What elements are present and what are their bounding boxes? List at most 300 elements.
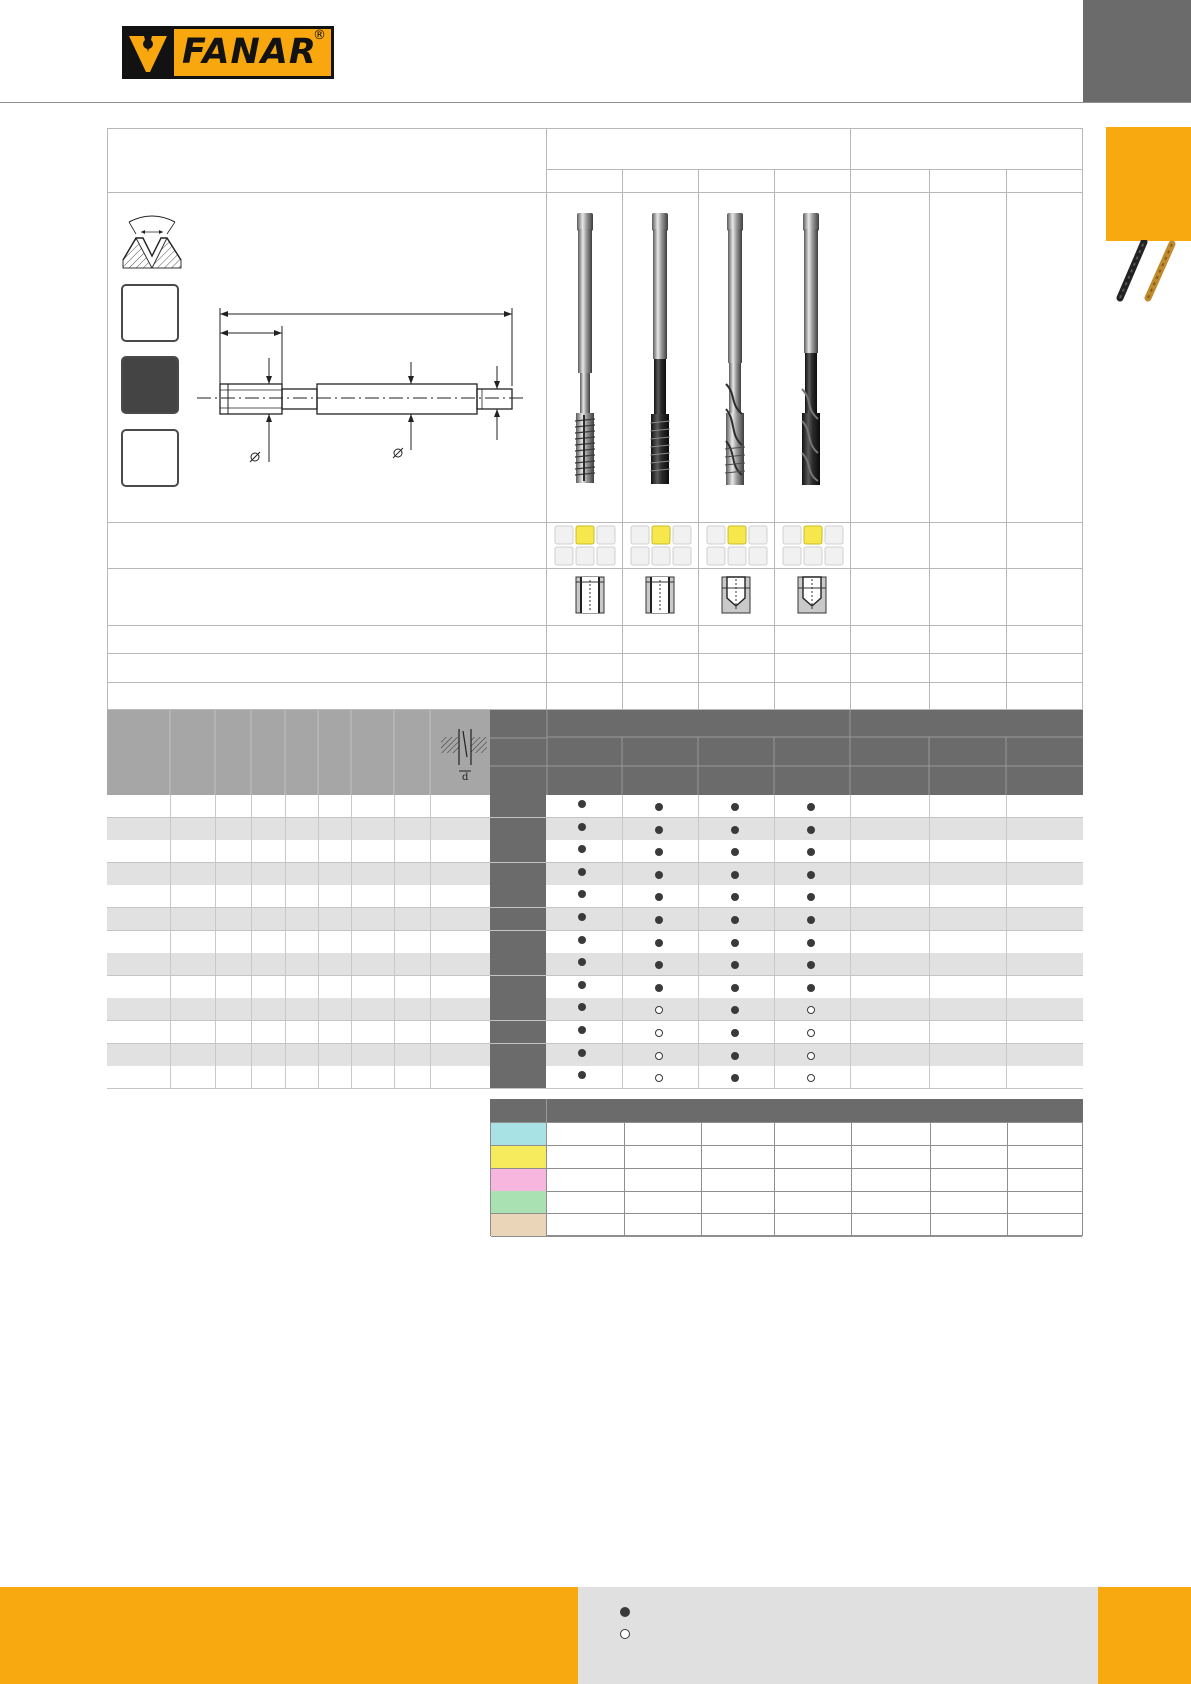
availability-full-dot-icon — [578, 1049, 586, 1057]
row-marker-cell — [490, 818, 546, 840]
spec-box-empty-1 — [121, 284, 179, 342]
cell-divider — [929, 953, 930, 975]
cell-divider — [1006, 1044, 1007, 1066]
row-marker-cell — [490, 840, 546, 862]
cell-divider — [774, 998, 775, 1020]
cell-divider — [698, 908, 699, 930]
cell-divider — [318, 908, 319, 930]
cell-divider — [698, 1021, 699, 1043]
cell-divider — [170, 818, 171, 840]
row-marker-cell — [490, 931, 546, 953]
cell-divider — [394, 998, 395, 1020]
cell-divider — [698, 795, 699, 817]
table-row — [107, 1021, 1083, 1044]
cell-divider — [929, 1066, 930, 1088]
cell-divider — [251, 885, 252, 907]
availability-full-dot-icon — [655, 939, 663, 947]
table-row — [107, 1044, 1083, 1067]
cell-divider — [394, 1044, 395, 1066]
cell-divider — [394, 931, 395, 953]
cell-divider — [622, 1021, 623, 1043]
availability-full-dot-icon — [807, 893, 815, 901]
cell-divider — [1006, 795, 1007, 817]
row-marker-cell — [490, 863, 546, 885]
cell-divider — [774, 1191, 775, 1213]
cell-divider — [394, 1021, 395, 1043]
material-row — [491, 1191, 1082, 1214]
table-row — [107, 953, 1083, 976]
cell-divider — [1007, 1191, 1008, 1213]
cell-divider — [1006, 931, 1007, 953]
cell-divider — [430, 840, 431, 862]
availability-full-dot-icon — [578, 823, 586, 831]
table-row — [107, 818, 1083, 841]
cell-divider — [351, 908, 352, 930]
cell-divider — [774, 1214, 775, 1236]
cell-divider — [930, 1191, 931, 1213]
header-divider — [0, 102, 1191, 103]
table-row — [107, 795, 1083, 818]
cell-divider — [251, 953, 252, 975]
cell-divider — [1006, 885, 1007, 907]
cell-divider — [351, 1066, 352, 1088]
cell-divider — [318, 1044, 319, 1066]
cell-divider — [170, 1066, 171, 1088]
tolerance-grid-1 — [554, 525, 618, 572]
table-row — [107, 908, 1083, 931]
cell-divider — [624, 1146, 625, 1168]
cell-divider — [285, 976, 286, 998]
availability-full-dot-icon — [807, 848, 815, 856]
header-corner-block — [1083, 0, 1191, 102]
tap-photo-straight-flute-black — [647, 209, 673, 492]
cell-divider — [1006, 976, 1007, 998]
cell-divider — [215, 998, 216, 1020]
cell-divider — [851, 1214, 852, 1236]
cell-divider — [170, 953, 171, 975]
cell-divider — [1007, 1214, 1008, 1236]
cell-divider — [251, 1066, 252, 1088]
availability-full-dot-icon — [731, 1052, 739, 1060]
cell-divider — [1007, 1146, 1008, 1168]
availability-full-dot-icon — [731, 893, 739, 901]
cell-divider — [624, 1123, 625, 1145]
cell-divider — [170, 863, 171, 885]
cell-divider — [170, 976, 171, 998]
cell-divider — [929, 1021, 930, 1043]
cell-divider — [170, 1021, 171, 1043]
cell-divider — [215, 795, 216, 817]
availability-full-dot-icon — [807, 826, 815, 834]
cell-divider — [170, 998, 171, 1020]
cell-divider — [774, 931, 775, 953]
material-color-swatch — [491, 1191, 547, 1213]
cell-divider — [929, 931, 930, 953]
cell-divider — [929, 840, 930, 862]
cell-divider — [850, 1066, 851, 1088]
cell-divider — [351, 1044, 352, 1066]
thread-profile-icon — [121, 212, 183, 270]
cell-divider — [251, 1044, 252, 1066]
cell-divider — [850, 908, 851, 930]
table-row — [107, 1066, 1083, 1089]
cell-divider — [850, 1044, 851, 1066]
brand-logo — [122, 26, 334, 79]
cell-divider — [351, 863, 352, 885]
availability-full-dot-icon — [807, 871, 815, 879]
availability-full-dot-icon — [807, 984, 815, 992]
cell-divider — [430, 863, 431, 885]
availability-full-dot-icon — [655, 916, 663, 924]
cell-divider — [774, 1169, 775, 1191]
legend-open-dot-icon — [620, 1629, 630, 1639]
row-marker-cell — [490, 885, 546, 907]
cell-divider — [285, 1021, 286, 1043]
cell-divider — [394, 840, 395, 862]
cell-divider — [774, 1021, 775, 1043]
cell-divider — [318, 998, 319, 1020]
cell-divider — [285, 818, 286, 840]
cell-divider — [698, 953, 699, 975]
cell-divider — [285, 1044, 286, 1066]
cell-divider — [774, 976, 775, 998]
data-table-body — [107, 795, 1083, 1090]
row-marker-cell — [490, 1021, 546, 1043]
cell-divider — [430, 953, 431, 975]
availability-full-dot-icon — [578, 958, 586, 966]
cell-divider — [622, 908, 623, 930]
availability-open-dot-icon — [655, 1052, 663, 1060]
cell-divider — [215, 863, 216, 885]
cell-divider — [430, 1066, 431, 1088]
cell-divider — [774, 1123, 775, 1145]
cell-divider — [170, 908, 171, 930]
cell-divider — [430, 818, 431, 840]
cell-divider — [1006, 1021, 1007, 1043]
cell-divider — [285, 795, 286, 817]
availability-full-dot-icon — [578, 913, 586, 921]
row-marker-cell — [490, 795, 546, 817]
spec-box-empty-2 — [121, 429, 179, 487]
cell-divider — [930, 1146, 931, 1168]
cell-divider — [698, 1044, 699, 1066]
through-hole-icon — [575, 576, 605, 619]
cell-divider — [351, 1021, 352, 1043]
availability-open-dot-icon — [655, 1006, 663, 1014]
cell-divider — [622, 863, 623, 885]
cell-divider — [624, 1214, 625, 1236]
availability-full-dot-icon — [731, 916, 739, 924]
cell-divider — [430, 885, 431, 907]
availability-open-dot-icon — [807, 1006, 815, 1014]
cell-divider — [698, 998, 699, 1020]
cell-divider — [170, 931, 171, 953]
cell-divider — [394, 953, 395, 975]
logo-v-mark — [126, 30, 170, 75]
availability-full-dot-icon — [578, 890, 586, 898]
blind-hole-icon — [797, 576, 827, 619]
availability-full-dot-icon — [807, 939, 815, 947]
availability-full-dot-icon — [807, 961, 815, 969]
cell-divider — [622, 885, 623, 907]
cell-divider — [318, 795, 319, 817]
section-tab[interactable] — [1106, 127, 1191, 241]
cell-divider — [285, 931, 286, 953]
row-marker-cell — [490, 1044, 546, 1066]
tap-photo-spiral-flute-bright — [722, 209, 748, 492]
material-table-header-divider — [546, 1099, 547, 1122]
availability-full-dot-icon — [807, 803, 815, 811]
row-marker-cell — [490, 908, 546, 930]
cell-divider — [215, 885, 216, 907]
legend-full-dot-icon — [620, 1607, 630, 1617]
availability-full-dot-icon — [578, 845, 586, 853]
cell-divider — [622, 1044, 623, 1066]
tap-dimension-drawing — [195, 300, 525, 470]
cell-divider — [624, 1191, 625, 1213]
cell-divider — [1006, 908, 1007, 930]
availability-full-dot-icon — [731, 826, 739, 834]
cell-divider — [698, 1066, 699, 1088]
availability-full-dot-icon — [807, 916, 815, 924]
cell-divider — [851, 1191, 852, 1213]
availability-full-dot-icon — [731, 939, 739, 947]
availability-full-dot-icon — [731, 1074, 739, 1082]
cell-divider — [850, 863, 851, 885]
cell-divider — [215, 953, 216, 975]
cell-divider — [215, 1044, 216, 1066]
cell-divider — [624, 1169, 625, 1191]
cell-divider — [929, 998, 930, 1020]
material-row — [491, 1169, 1082, 1192]
cell-divider — [285, 885, 286, 907]
cell-divider — [215, 818, 216, 840]
cell-divider — [1007, 1169, 1008, 1191]
cell-divider — [394, 1066, 395, 1088]
cell-divider — [251, 908, 252, 930]
tolerance-grid-3 — [706, 525, 770, 572]
cell-divider — [929, 885, 930, 907]
cell-divider — [430, 908, 431, 930]
header-grid-lines — [490, 710, 1083, 795]
cell-divider — [351, 953, 352, 975]
cell-divider — [285, 863, 286, 885]
table-row — [107, 840, 1083, 863]
cell-divider — [698, 863, 699, 885]
cell-divider — [850, 953, 851, 975]
cell-divider — [929, 818, 930, 840]
cell-divider — [285, 998, 286, 1020]
cell-divider — [318, 840, 319, 862]
availability-full-dot-icon — [731, 871, 739, 879]
cell-divider — [774, 863, 775, 885]
availability-full-dot-icon — [578, 936, 586, 944]
availability-full-dot-icon — [655, 826, 663, 834]
availability-open-dot-icon — [807, 1029, 815, 1037]
availability-full-dot-icon — [655, 803, 663, 811]
cell-divider — [774, 1044, 775, 1066]
cell-divider — [851, 1123, 852, 1145]
cell-divider — [394, 885, 395, 907]
cell-divider — [318, 885, 319, 907]
logo-wordmark: FANAR — [182, 32, 317, 72]
cell-divider — [394, 863, 395, 885]
cell-divider — [215, 931, 216, 953]
cell-divider — [285, 840, 286, 862]
availability-full-dot-icon — [731, 961, 739, 969]
cell-divider — [351, 818, 352, 840]
cell-divider — [698, 931, 699, 953]
material-row — [491, 1214, 1082, 1237]
availability-open-dot-icon — [655, 1074, 663, 1082]
cell-divider — [351, 885, 352, 907]
cell-divider — [251, 931, 252, 953]
cell-divider — [170, 840, 171, 862]
cell-divider — [215, 1066, 216, 1088]
availability-full-dot-icon — [655, 871, 663, 879]
cell-divider — [701, 1191, 702, 1213]
cell-divider — [251, 1021, 252, 1043]
cell-divider — [394, 908, 395, 930]
cell-divider — [622, 840, 623, 862]
row-marker-cell — [490, 953, 546, 975]
cell-divider — [929, 908, 930, 930]
availability-full-dot-icon — [578, 800, 586, 808]
material-color-swatch — [491, 1123, 547, 1145]
cell-divider — [774, 953, 775, 975]
cell-divider — [215, 976, 216, 998]
availability-full-dot-icon — [578, 1026, 586, 1034]
cell-divider — [351, 840, 352, 862]
cell-divider — [774, 818, 775, 840]
header-col-dividers — [107, 710, 491, 795]
cell-divider — [1006, 863, 1007, 885]
row-marker-cell — [490, 1066, 546, 1088]
cell-divider — [351, 931, 352, 953]
availability-full-dot-icon — [731, 848, 739, 856]
cell-divider — [318, 1021, 319, 1043]
cell-divider — [851, 1146, 852, 1168]
logo-registered-mark: ® — [313, 28, 326, 43]
cell-divider — [698, 885, 699, 907]
tap-thumbnail-icon — [1110, 240, 1180, 302]
availability-full-dot-icon — [731, 984, 739, 992]
cell-divider — [430, 976, 431, 998]
cell-divider — [430, 795, 431, 817]
table-row — [107, 931, 1083, 954]
cell-divider — [850, 931, 851, 953]
cell-divider — [850, 1021, 851, 1043]
availability-full-dot-icon — [655, 893, 663, 901]
cell-divider — [774, 795, 775, 817]
cell-divider — [850, 840, 851, 862]
cell-divider — [351, 795, 352, 817]
availability-full-dot-icon — [578, 868, 586, 876]
tap-photo-spiral-flute-black — [798, 209, 824, 492]
cell-divider — [850, 795, 851, 817]
availability-full-dot-icon — [731, 1029, 739, 1037]
cell-divider — [1007, 1123, 1008, 1145]
header-bar — [0, 0, 1191, 103]
availability-full-dot-icon — [578, 1003, 586, 1011]
cell-divider — [1006, 818, 1007, 840]
row-marker-cell — [490, 976, 546, 998]
spec-box-dark — [121, 356, 179, 414]
cell-divider — [774, 908, 775, 930]
tolerance-grid-2 — [630, 525, 694, 572]
footer-left-band — [0, 1587, 578, 1684]
cell-divider — [394, 818, 395, 840]
cell-divider — [929, 976, 930, 998]
cell-divider — [318, 976, 319, 998]
cell-divider — [701, 1169, 702, 1191]
tap-photo-straight-flute-bright — [572, 209, 598, 492]
availability-open-dot-icon — [655, 1029, 663, 1037]
cell-divider — [251, 818, 252, 840]
cell-divider — [170, 795, 171, 817]
availability-full-dot-icon — [655, 984, 663, 992]
availability-open-dot-icon — [807, 1074, 815, 1082]
svg-text:d: d — [462, 772, 469, 781]
material-color-swatch — [491, 1169, 547, 1191]
cell-divider — [701, 1146, 702, 1168]
cell-divider — [774, 840, 775, 862]
availability-full-dot-icon — [655, 961, 663, 969]
row-marker-cell — [490, 998, 546, 1020]
cell-divider — [701, 1214, 702, 1236]
cell-divider — [929, 1044, 930, 1066]
cell-divider — [430, 998, 431, 1020]
cell-divider — [170, 1044, 171, 1066]
table-row — [107, 976, 1083, 999]
cell-divider — [394, 795, 395, 817]
cell-divider — [215, 840, 216, 862]
through-hole-icon — [645, 576, 675, 619]
cell-divider — [850, 998, 851, 1020]
cell-divider — [850, 976, 851, 998]
footer-legend-panel — [578, 1587, 1098, 1684]
cell-divider — [318, 1066, 319, 1088]
table-row — [107, 885, 1083, 908]
cell-divider — [351, 976, 352, 998]
cell-divider — [622, 795, 623, 817]
cell-divider — [170, 885, 171, 907]
cell-divider — [698, 976, 699, 998]
cell-divider — [430, 931, 431, 953]
cell-divider — [622, 931, 623, 953]
cell-divider — [318, 931, 319, 953]
cell-divider — [351, 998, 352, 1020]
cell-divider — [251, 976, 252, 998]
cell-divider — [215, 1021, 216, 1043]
cell-divider — [430, 1044, 431, 1066]
availability-full-dot-icon — [578, 981, 586, 989]
cell-divider — [774, 885, 775, 907]
material-table-header — [490, 1099, 1083, 1122]
cell-divider — [774, 1146, 775, 1168]
cell-divider — [851, 1169, 852, 1191]
cell-divider — [930, 1214, 931, 1236]
cell-divider — [251, 863, 252, 885]
availability-full-dot-icon — [655, 848, 663, 856]
cell-divider — [318, 863, 319, 885]
cell-divider — [285, 953, 286, 975]
cell-divider — [698, 840, 699, 862]
cell-divider — [930, 1169, 931, 1191]
material-color-swatch — [491, 1214, 547, 1236]
cell-divider — [318, 818, 319, 840]
material-table-body — [490, 1122, 1083, 1236]
